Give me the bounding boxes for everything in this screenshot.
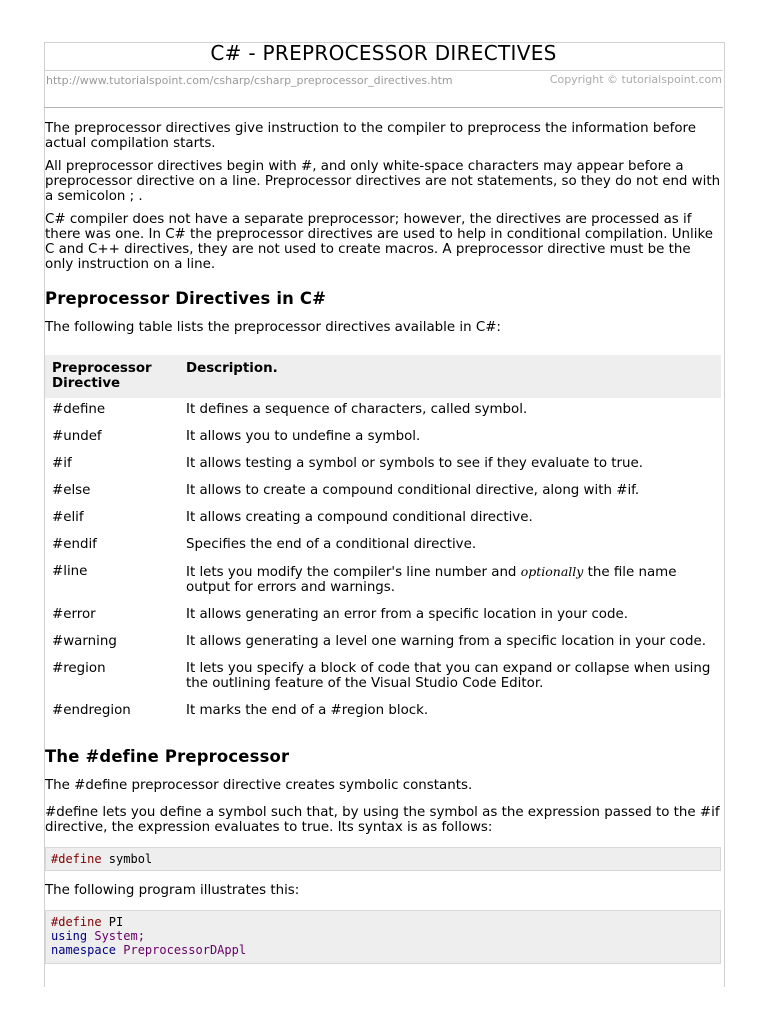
table-row [45,657,721,699]
table-row [45,533,721,560]
example-code-block [45,910,721,964]
code-text: System; [87,929,145,943]
table-row [45,452,721,479]
directive-cell: #endregion [52,703,131,718]
section-heading-directives: Preprocessor Directives in C# [45,289,327,308]
directive-cell: #elif [52,510,84,525]
table-row [45,630,721,657]
directive-cell: #undef [52,429,102,444]
code-text: symbol [101,852,153,866]
directive-cell: #if [52,456,72,471]
directives-table [45,355,721,726]
code-keyword: namespace [51,943,117,957]
header-divider [44,107,723,108]
description-cell: It allows you to undefine a symbol. [186,429,421,444]
description-cell: It lets you specify a block of code that you can expand or collapse when using the outlining feature of the Visual Studio Code Editor. [186,661,711,691]
intro-paragraph-1: The preprocessor directives give instruction to the compiler to preprocess the information before actual compilation starts. [45,121,696,151]
copyright-notice: Copyright © tutorialspoint.com [549,73,722,86]
syntax-code-block [45,847,721,871]
description-text: the file name output for errors and warnings. [186,565,677,595]
description-cell: It allows generating an error from a specific location in your code. [186,607,628,622]
description-cell: It allows to create a compound conditional directive, along with #if. [186,483,640,498]
directive-cell: #define [52,402,106,417]
table-row [45,398,721,425]
description-cell: It allows generating a level one warning from a specific location in your code. [186,634,706,649]
description-cell: It allows testing a symbol or symbols to see if they evaluate to true. [186,456,644,471]
table-row [45,506,721,533]
section-heading-define: The #define Preprocessor [45,747,290,766]
table-row [45,603,721,630]
column-header-directive: Preprocessor Directive [45,355,179,398]
code-line [51,943,715,957]
source-url-link[interactable]: http://www.tutorialspoint.com/csharp/csharp_preprocessor_directives.htm [46,74,453,87]
table-row [45,560,721,603]
code-text: PreprocessorDAppl [116,943,247,957]
code-keyword: #define [51,915,102,929]
description-cell: It marks the end of a #region block. [186,703,429,718]
code-text: PI [101,915,124,929]
table-row [45,479,721,506]
page-title: C# - PREPROCESSOR DIRECTIVES [210,41,557,65]
define-paragraph-1: The #define preprocessor directive creates symbolic constants. [45,778,473,793]
description-cell [179,560,721,603]
column-header-description: Description. [179,355,721,398]
table-row [45,699,721,726]
directive-cell: #region [52,661,106,676]
code-line [51,915,715,929]
directive-cell: #warning [52,634,117,649]
directive-cell: #else [52,483,91,498]
code-keyword: using [51,929,88,943]
code-line [51,929,715,943]
description-cell: It allows creating a compound conditional directive. [186,510,533,525]
description-cell: It defines a sequence of characters, called symbol. [186,402,528,417]
intro-paragraph-3: C# compiler does not have a separate preprocessor; however, the directives are processed as if there was one. In C# the preprocessor directives are used to help in conditional compilation. Unlike C and C++ directives, they are not used to create macros. A preprocessor directive must be the only instruction on a line. [45,212,713,272]
table-header-row [45,355,721,398]
directive-cell: #error [52,607,96,622]
intro-paragraph-2: All preprocessor directives begin with #, and only white-space characters may appear before a preprocessor directive on a line. Preprocessor directives are not statements, so they do not end with a semicolon ; . [45,159,721,204]
description-cell: Specifies the end of a conditional directive. [186,537,477,552]
directive-cell: #endif [52,537,97,552]
define-paragraph-2: #define lets you define a symbol such that, by using the symbol as the expression passed to the #if directive, the expression evaluates to true. Its syntax is as follows: [45,805,720,835]
description-text: It lets you modify the compiler's line number and [186,565,517,580]
title-divider [44,70,723,71]
code-keyword: #define [51,852,102,866]
define-paragraph-3: The following program illustrates this: [45,883,300,898]
emphasis-text: optionally [520,564,584,579]
table-row [45,425,721,452]
article-body [45,121,723,976]
table-lead-text: The following table lists the preprocessor directives available in C#: [45,320,501,335]
directive-cell: #line [52,564,88,579]
